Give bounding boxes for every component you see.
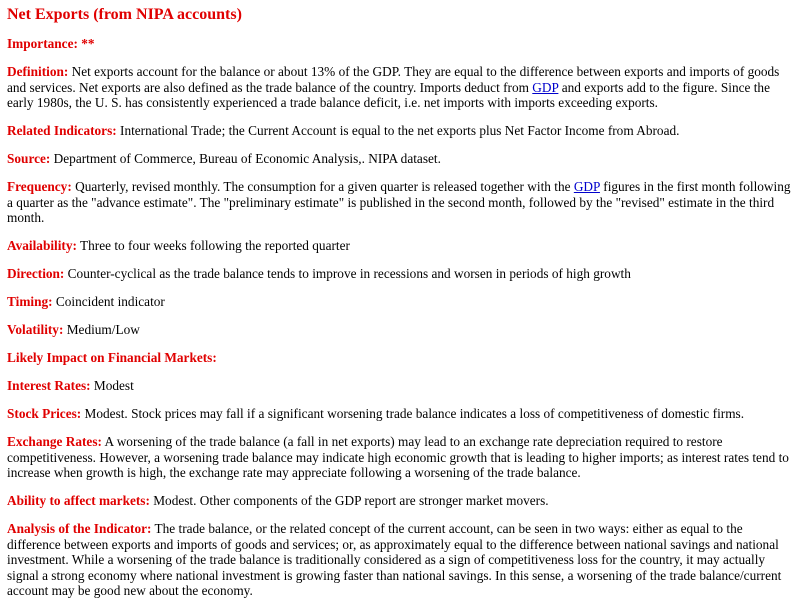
exchange-rates-text: A worsening of the trade balance (a fall in net exports) may lead to an exchange rate depreciation required to restore competitiveness. However, a worsening trade balance may indicate high economic growth that is leading to higher imports; as interest rates tend to increase when growth is high, the exchange rate may appreciate following a worsening of the trade balance.	[7, 434, 789, 480]
importance-entry	[7, 36, 797, 52]
availability-label: Availability:	[7, 238, 77, 253]
timing-label: Timing:	[7, 294, 53, 309]
likely-impact-label: Likely Impact on Financial Markets:	[7, 350, 217, 365]
importance-label: Importance:	[7, 36, 78, 51]
direction-text: Counter-cyclical as the trade balance tends to improve in recessions and worsen in periods of high growth	[64, 266, 631, 281]
exchange-rates-label: Exchange Rates:	[7, 434, 102, 449]
ability-to-affect-entry	[7, 493, 797, 509]
volatility-text: Medium/Low	[63, 322, 140, 337]
page-title: Net Exports (from NIPA accounts)	[7, 6, 242, 23]
interest-rates-label: Interest Rates:	[7, 378, 91, 393]
source-entry	[7, 151, 797, 167]
definition-entry	[7, 64, 797, 111]
gdp-link[interactable]: GDP	[573, 179, 600, 194]
direction-label: Direction:	[7, 266, 65, 281]
availability-text: Three to four weeks following the reported quarter	[76, 238, 350, 253]
frequency-label: Frequency:	[7, 179, 72, 194]
direction-entry	[7, 266, 797, 282]
likely-impact-heading	[7, 350, 797, 366]
related-indicators-label: Related Indicators:	[7, 123, 117, 138]
timing-text: Coincident indicator	[52, 294, 165, 309]
gdp-link[interactable]: GDP	[532, 79, 559, 95]
exchange-rates-entry	[7, 434, 797, 481]
stock-prices-text: Modest. Stock prices may fall if a significant worsening trade balance indicates a loss of competitiveness of domestic firms.	[81, 406, 745, 421]
ability-to-affect-text: Modest. Other components of the GDP report are stronger market movers.	[149, 493, 549, 508]
frequency-entry	[7, 179, 797, 226]
analysis-entry	[7, 521, 797, 599]
source-text: Department of Commerce, Bureau of Economic Analysis,. NIPA dataset.	[50, 151, 441, 166]
volatility-label: Volatility:	[7, 322, 64, 337]
document-page	[7, 5, 797, 611]
timing-entry	[7, 294, 797, 310]
interest-rates-entry	[7, 378, 797, 394]
frequency-text-1: Quarterly, revised monthly. The consumption for a given quarter is released together with the	[71, 179, 574, 194]
ability-to-affect-label: Ability to affect markets:	[7, 493, 150, 508]
definition-text-1: Net exports account for the balance or about 13% of the GDP. They are equal to the difference between exports and imports of goods and services. Net exports are also defined as the trade balance of the country. Imports deduct from	[7, 64, 780, 95]
availability-entry	[7, 238, 797, 254]
source-label: Source:	[7, 151, 51, 166]
stock-prices-entry	[7, 406, 797, 422]
definition-text-2: and exports add to the figure. Since the early 1980s, the U. S. has consistently experienced a trade balance deficit, i.e. net imports with imports exceeding exports.	[7, 79, 770, 110]
importance-rating: **	[81, 36, 95, 51]
analysis-label: Analysis of the Indicator:	[7, 521, 152, 536]
frequency-text-2: figures in the first month following a quarter as the "advance estimate". The "preliminary estimate" is published in the second month, followed by the "revised" estimate in the third month.	[7, 179, 791, 225]
related-indicators-text: International Trade; the Current Account is equal to the net exports plus Net Factor Income from Abroad.	[116, 123, 680, 138]
stock-prices-label: Stock Prices:	[7, 406, 82, 421]
interest-rates-text: Modest	[90, 378, 134, 393]
volatility-entry	[7, 322, 797, 338]
analysis-text: The trade balance, or the related concept of the current account, can be seen in two ways: either as equal to the difference between exports and imports of goods and services; or, as approximately equal to the difference between national savings and national investment. While a worsening of the trade balance is traditionally considered as a sign of competitiveness loss for the country, it may actually signal a strong economy where national investment is growing faster than national savings. In this sense, a worsening of the trade balance/current account may be good new about the economy.	[7, 521, 782, 598]
related-indicators-entry	[7, 123, 797, 139]
definition-label: Definition:	[7, 64, 69, 79]
